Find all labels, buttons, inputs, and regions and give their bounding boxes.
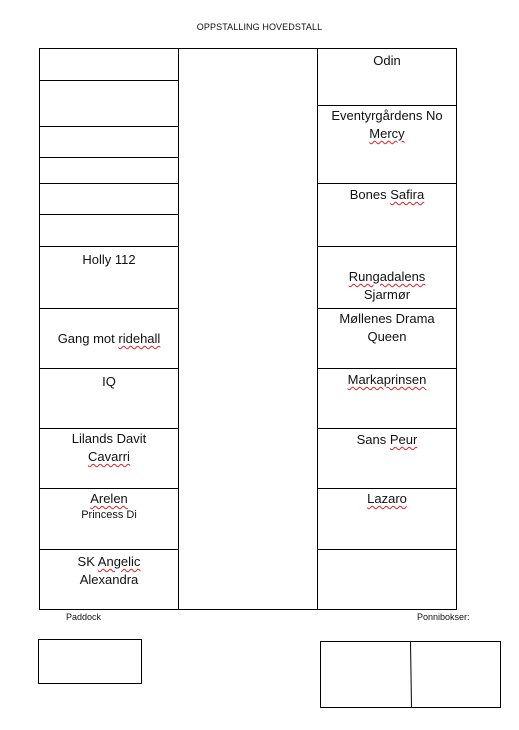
stall-holly <box>39 246 179 309</box>
stall-lilands <box>39 428 179 489</box>
stall-label-line-2: Alexandra <box>79 572 139 587</box>
paddock-box <box>38 639 142 684</box>
stall-label: Markaprinsen <box>347 372 427 387</box>
stall-label: IQ <box>102 374 116 389</box>
stall-label-line-1: Rungadalens <box>348 269 426 284</box>
stall-arelen <box>39 488 179 550</box>
stall-label-prefix: SK <box>77 554 98 569</box>
page-title: OPPSTALLING HOVEDSTALL <box>196 22 323 32</box>
stall-left-4 <box>39 157 179 184</box>
stall-label-prefix: Sans <box>356 432 390 447</box>
stall-label-line-1: Eventyrgårdens No <box>331 108 443 123</box>
stall-label: Lazaro <box>367 491 407 506</box>
stall-sk-angelic <box>39 549 179 610</box>
stall-label-word: Peur <box>389 432 418 447</box>
stall-label: Holly 112 <box>82 252 136 267</box>
stall-label-line-2: Cavarri <box>88 449 130 464</box>
stall-left-3 <box>39 126 179 158</box>
stall-label-word: Safira <box>390 187 425 202</box>
stall-bones-safira <box>317 183 457 247</box>
stall-odin <box>317 48 457 106</box>
stall-label: Odin <box>373 53 401 68</box>
stall-rungadalens <box>317 246 457 309</box>
pony-stalls-label: Ponnibokser: <box>417 612 470 622</box>
stall-label-prefix: Bones <box>349 187 391 202</box>
stall-label-word: Angelic <box>97 554 141 569</box>
stall-markaprinsen <box>317 368 457 429</box>
stall-lazaro <box>317 488 457 550</box>
stall-left-5 <box>39 183 179 215</box>
corridor-label-word: ridehall <box>118 331 161 346</box>
pony-stalls-divider <box>405 641 417 708</box>
stall-label-line-1: Lilands Davit <box>71 431 147 446</box>
stall-label-line-2: Sjarmør <box>363 287 411 302</box>
stall-iq <box>39 368 179 429</box>
paddock-label: Paddock <box>66 612 102 622</box>
stall-label-line-2: Mercy <box>369 126 405 141</box>
stall-right-empty <box>317 549 457 610</box>
stall-left-2 <box>39 80 179 127</box>
corridor-label: Gang mot <box>57 331 119 346</box>
stall-sans-peur <box>317 428 457 489</box>
stall-label-line-1: Møllenes Drama <box>339 311 435 326</box>
stall-eventyrgardens <box>317 105 457 184</box>
stall-left-1 <box>39 48 179 81</box>
stall-label-line-1: Arelen <box>90 491 128 506</box>
stall-label-line-2: Princess Di <box>81 509 137 521</box>
stall-left-6 <box>39 214 179 247</box>
stall-label-line-2: Queen <box>367 329 407 344</box>
stall-mollenes <box>317 308 457 369</box>
corridor-riding-hall <box>40 310 178 368</box>
